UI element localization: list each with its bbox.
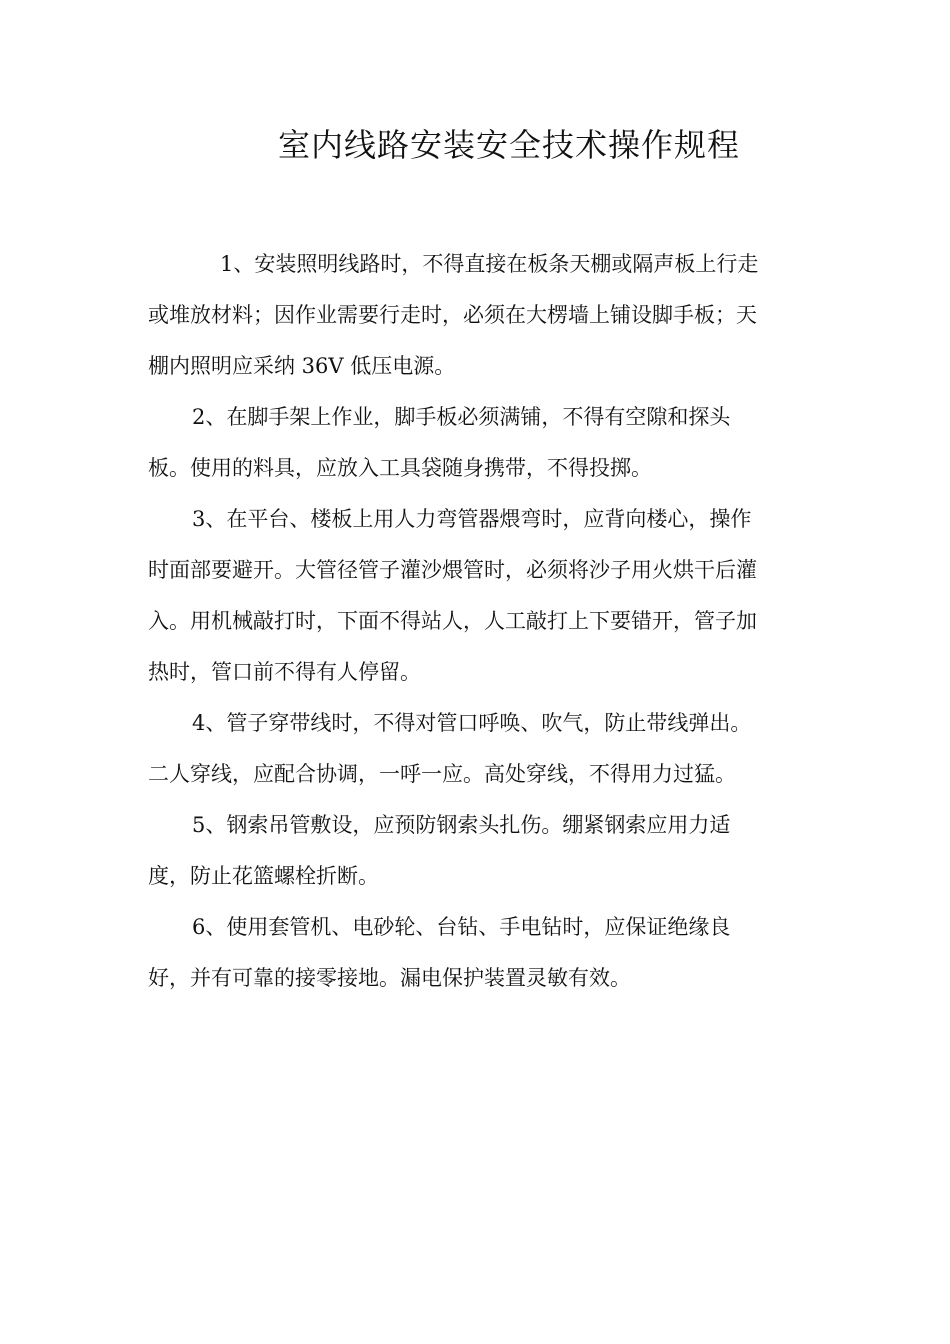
paragraph-5 — [148, 800, 798, 902]
paragraph-line: 板。使用的料具，应放入工具袋随身携带，不得投掷。 — [148, 456, 652, 480]
paragraph-3 — [148, 494, 798, 698]
paragraph-4 — [148, 698, 798, 800]
paragraph-line: 或堆放材料；因作业需要行走时，必须在大楞墙上铺设脚手板；天 — [148, 303, 757, 327]
paragraph-line: 3、在平台、楼板上用人力弯管器煨弯时，应背向楼心，操作 — [192, 507, 752, 531]
paragraph-line: 二人穿线，应配合协调，一呼一应。高处穿线，不得用力过猛。 — [148, 762, 736, 786]
paragraph-line: 6、使用套管机、电砂轮、台钻、手电钻时，应保证绝缘良 — [192, 915, 731, 939]
paragraph-6 — [148, 902, 798, 1004]
document-body — [148, 239, 798, 1004]
page-title: 室内线路安装安全技术操作规程 — [277, 126, 740, 164]
paragraph-line: 5、钢索吊管敷设，应预防钢索头扎伤。绷紧钢索应用力适 — [192, 813, 731, 837]
paragraph-line: 2、在脚手架上作业，脚手板必须满铺，不得有空隙和探头 — [192, 405, 731, 429]
paragraph-line: 1、安装照明线路时，不得直接在板条天棚或隔声板上行走 — [220, 252, 759, 276]
paragraph-line: 好，并有可靠的接零接地。漏电保护装置灵敏有效。 — [148, 966, 631, 990]
paragraph-line: 热时，管口前不得有人停留。 — [148, 660, 421, 684]
paragraph-2 — [148, 392, 798, 494]
paragraph-line: 度，防止花篮螺栓折断。 — [148, 864, 379, 888]
paragraph-line: 时面部要避开。大管径管子灌沙煨管时，必须将沙子用火烘干后灌 — [148, 558, 757, 582]
paragraph-1 — [148, 239, 798, 392]
paragraph-line: 棚内照明应采纳 36V 低压电源。 — [148, 354, 456, 378]
paragraph-line: 入。用机械敲打时，下面不得站人，人工敲打上下要错开，管子加 — [148, 609, 757, 633]
paragraph-line: 4、管子穿带线时，不得对管口呼唤、吹气，防止带线弹出。 — [192, 711, 752, 735]
